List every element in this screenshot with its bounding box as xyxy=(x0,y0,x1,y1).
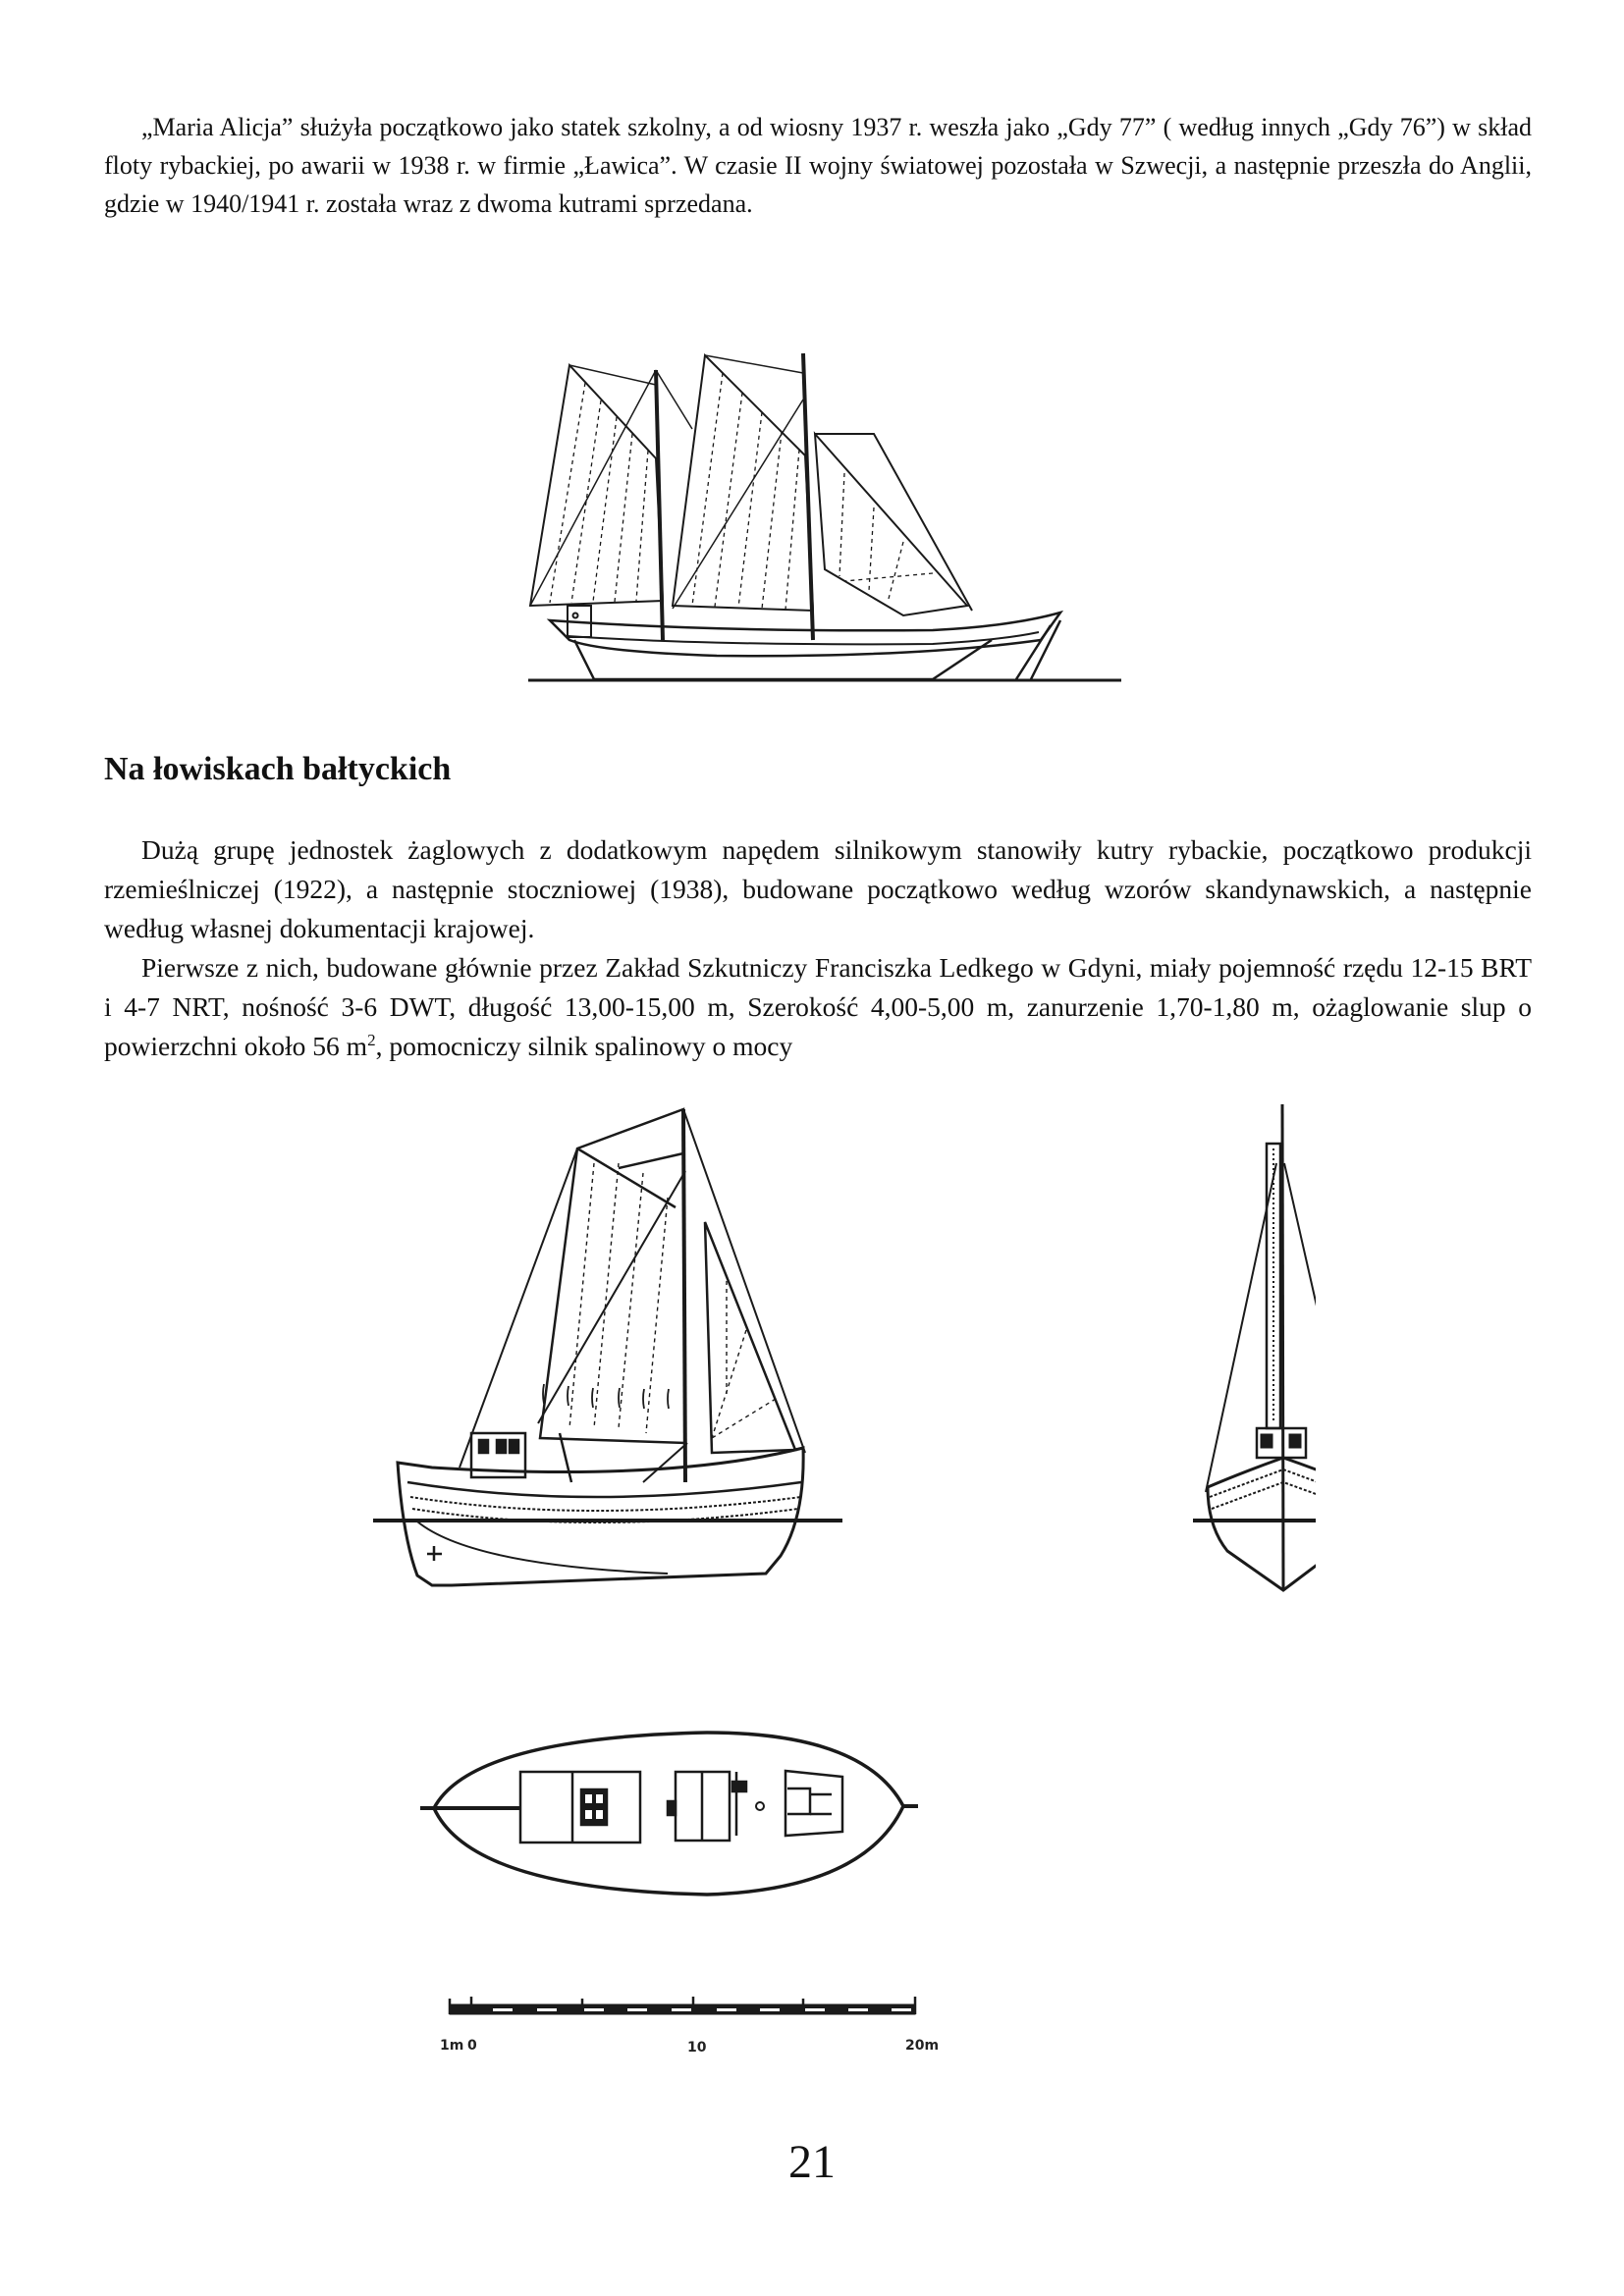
specs-text: Pierwsze z nich, budowane głównie przez Zakład Szkutniczy Franciszka Ledkego w Gdyni, miały pojemność rzędu 12-15 BRT i 4-7 NRT, nośność 3-6 DWT, długość 13,00-15,00 m, Szerokość 4,00-5,00 m, zanurzenie 1,70-1,80 m, ożaglowanie slup o powierzchni około 56 m xyxy=(104,952,1532,1061)
deck-plan-hatch xyxy=(520,1772,640,1842)
paragraph-cutter-specs xyxy=(104,948,1532,1066)
deck-plan-mast-step xyxy=(756,1802,764,1810)
deck-plan-aft-hatch xyxy=(785,1771,842,1836)
section-heading: Na łowiskach bałtyckich xyxy=(104,751,452,787)
cutter-hull xyxy=(398,1448,803,1585)
schooner-rigging xyxy=(530,370,803,609)
specs-text-end: , pomocniczy silnik spalinowy o mocy xyxy=(375,1031,793,1061)
scale-label-20m: 20m xyxy=(905,2038,940,2054)
schooner-hull xyxy=(550,613,1060,679)
scale-label-0: 0 xyxy=(467,2038,477,2054)
paragraph-fishing-cutters: Dużą grupę jednostek żaglowych z dodatkowym napędem silnikowym stanowiły kutry rybackie, początkowo produkcji rzemieślniczej (1922), a następnie stoczniowej (1938), budowane początkowo według wzorów skandynawskich, a następnie według własnej dokumentacji krajowej. xyxy=(104,834,1532,943)
schooner-drawing xyxy=(520,346,1129,709)
paragraph-maria-alicja: „Maria Alicja” służyła początkowo jako statek szkolny, a od wiosny 1937 r. weszła jako „Gdy 77” ( według innych „Gdy 76”) w skład floty rybackiej, po awarii w 1938 r. w firmie „Ławica”. W czasie II wojny światowej pozostała w Szwecji, a następnie przeszła do Anglii, gdzie w 1940/1941 r. została wraz z dwoma kutrami sprzedana. xyxy=(104,113,1532,218)
scale-bar xyxy=(432,1973,1257,2081)
cutter-side-view xyxy=(398,1109,805,1585)
scale-label-10: 10 xyxy=(687,2040,707,2056)
deck-plan-wheelhouse xyxy=(668,1772,746,1841)
schooner-sail-seams xyxy=(550,373,933,610)
cutter-profile-drawing xyxy=(373,1104,1316,1693)
scale-label-1m: 1m xyxy=(440,2038,464,2054)
area-unit-superscript: 2 xyxy=(367,1030,376,1049)
cutter-bow-view xyxy=(1193,1104,1316,1590)
cutter-wheelhouse xyxy=(471,1433,571,1482)
page-number: 21 xyxy=(788,2136,836,2188)
deck-plan-drawing xyxy=(412,1728,1001,1904)
